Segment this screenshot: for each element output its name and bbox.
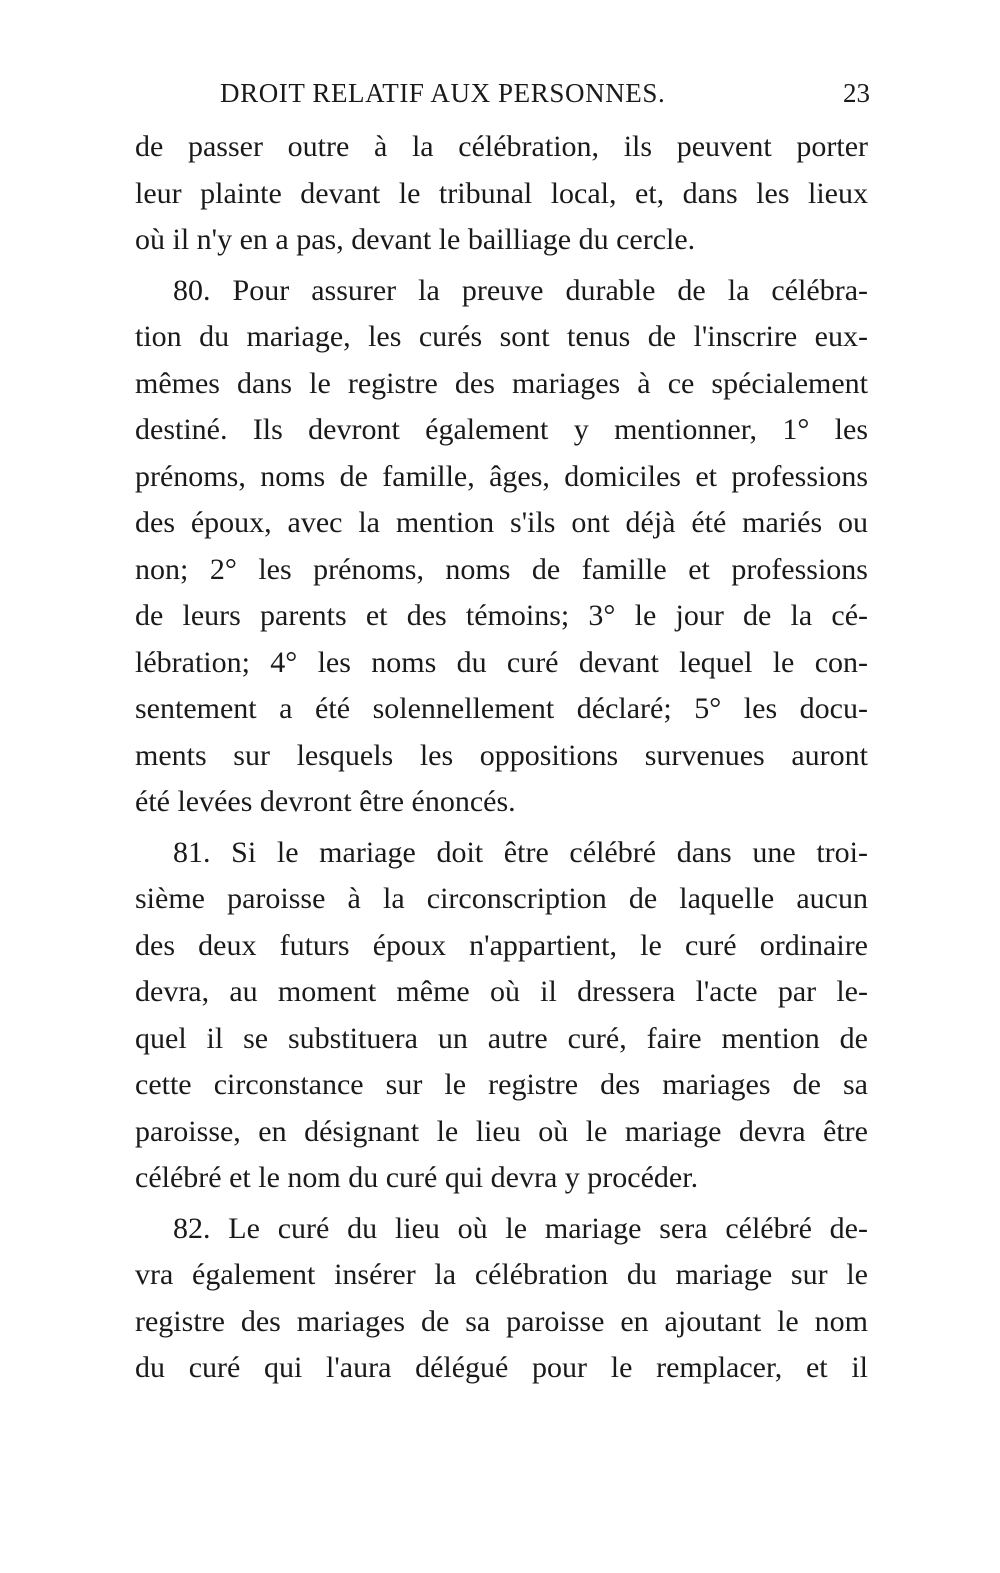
text-line: sième paroisse à la circonscription de laquelle aucun [135, 882, 868, 915]
text-line: vra également insérer la célébration du mariage sur le [135, 1258, 868, 1291]
running-title: DROIT RELATIF AUX PERSONNES. [220, 78, 666, 108]
text-line: quel il se substituera un autre curé, faire mention de [135, 1021, 868, 1055]
text-line: du curé qui l'aura délégué pour le remplacer, et il [135, 1351, 868, 1384]
text-line: où il n'y en a pas, devant le bailliage du cercle. [135, 223, 696, 256]
text-line: mêmes dans le registre des mariages à ce spécialement [135, 366, 868, 400]
text-line: devra, au moment même où il dressera l'acte par le- [135, 975, 868, 1008]
text-line: 81. Si le mariage doit être célébré dans une troi- [173, 835, 868, 869]
text-line: célébré et le nom du curé qui devra y procéder. [135, 1161, 699, 1194]
text-line: 80. Pour assurer la preuve durable de la célébra- [173, 273, 868, 307]
page-number: 23 [843, 78, 870, 108]
text-line: des époux, avec la mention s'ils ont déjà été mariés ou [135, 506, 868, 539]
text-line: sentement a été solennellement déclaré; 5° les docu- [135, 692, 868, 725]
text-line: paroisse, en désignant le lieu où le mariage devra être [135, 1114, 868, 1148]
text-line: tion du mariage, les curés sont tenus de l'inscrire eux- [135, 320, 868, 353]
running-head [135, 78, 870, 118]
text-line: non; 2° les prénoms, noms de famille et professions [135, 552, 868, 586]
paragraph-article-82 [135, 1206, 868, 1392]
text-line: registre des mariages de sa paroisse en ajoutant le nom [135, 1304, 868, 1338]
text-line: des deux futurs époux n'appartient, le curé ordinaire [135, 928, 868, 962]
paragraph-continuation [135, 124, 868, 264]
text-line: 82. Le curé du lieu où le mariage sera célébré de- [173, 1211, 868, 1245]
text-line: prénoms, noms de famille, âges, domiciles et professions [135, 459, 868, 493]
text-line: été levées devront être énoncés. [135, 785, 516, 818]
paragraph-article-81 [135, 830, 868, 1202]
text-line: cette circonstance sur le registre des mariages de sa [135, 1068, 868, 1101]
text-line: destiné. Ils devront également y mentionner, 1° les [135, 413, 868, 446]
text-line: de leurs parents et des témoins; 3° le jour de la cé- [135, 599, 868, 632]
body-text [135, 124, 868, 1392]
text-line: leur plainte devant le tribunal local, et, dans les lieux [135, 176, 868, 210]
text-line: de passer outre à la célébration, ils peuvent porter [135, 130, 868, 163]
text-line: lébration; 4° les noms du curé devant lequel le con- [135, 645, 868, 679]
text-line: ments sur lesquels les oppositions survenues auront [135, 738, 868, 772]
paragraph-article-80 [135, 268, 868, 826]
